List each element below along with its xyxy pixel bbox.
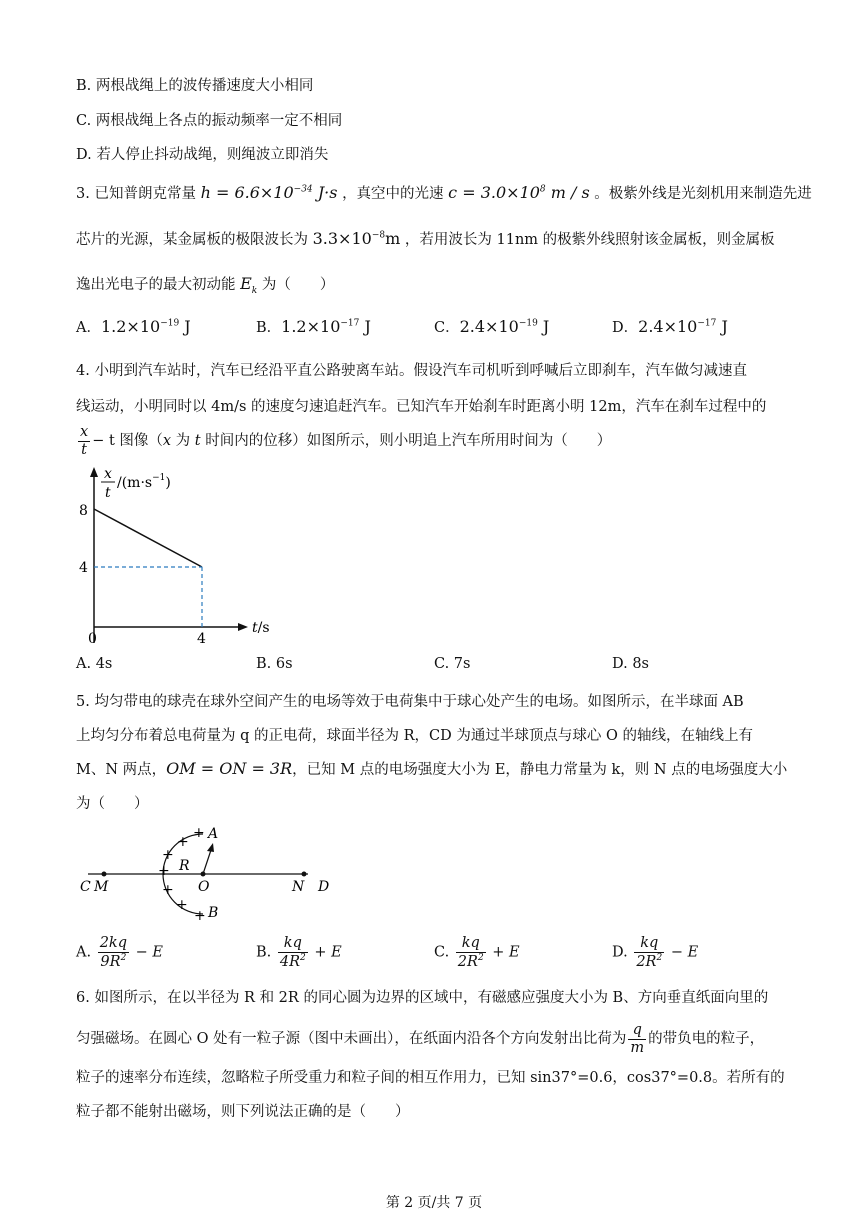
label-d: D — [318, 879, 330, 895]
q4-line-1: 4. 小明到汽车站时，汽车已经沿平直公路驶离车站。假设汽车司机听到呼喊后立即刹车，汽车做匀减速直 — [76, 363, 747, 379]
q5-option-d: D. $\frac{kq}{2R^2}$ − E — [612, 935, 699, 970]
kinetic-energy-symbol: $E_k$ — [240, 274, 258, 297]
plus-sign: + — [193, 825, 205, 841]
tick-x-4: 4 — [197, 631, 206, 647]
tick-y-8: 8 — [79, 503, 88, 519]
q5-line-1: 5. 均匀带电的球壳在球外空间产生的电场等效于电荷集中于球心处产生的电场。如图所示，在半球面 AB — [76, 694, 744, 710]
q5-line-4: 为（ ） — [76, 796, 149, 812]
q3-line-1: 3. 已知普朗克常量 $h = 6.6\times 10^{-34}$ J·s ，真空中的光速 $c = 3.0\times 10^8$ m / s 。极紫外线是光刻机用来制造先进 — [76, 183, 812, 202]
label-n: N — [292, 879, 305, 895]
y-label-unit: $/(m\cdot s^{-1})$ — [117, 473, 171, 491]
page-footer: 第 2 页/共 7 页 — [385, 1195, 483, 1211]
q2-option-b: B. 两根战绳上的波传播速度大小相同 — [76, 78, 314, 94]
x-axis-label: t/s — [252, 620, 270, 636]
point-n — [302, 872, 307, 877]
q3-option-b: B．$1.2\times 10^{-17}$ J — [256, 317, 371, 336]
q5-option-c: C. $\frac{kq}{2R^2}$ + E — [434, 935, 520, 970]
q3-line-3: 逸出光电子的最大初动能 $E_k$ 为（ ） — [76, 274, 335, 297]
q4-option-c: C. 7s — [434, 656, 471, 672]
q5-option-a: A. $\frac{2kq}{9R^2}$ − E — [76, 935, 163, 970]
q3-option-c: C．$2.4\times 10^{-19}$ J — [434, 317, 550, 336]
data-line — [94, 509, 202, 567]
q3-option-d: D．$2.4\times 10^{-17}$ J — [612, 317, 728, 336]
charge-mass-ratio: $\frac{q}{m}$ — [630, 1022, 645, 1056]
y-label-denominator: t — [105, 485, 111, 501]
x-over-t-fraction: $\frac{x}{t}$ — [80, 424, 89, 458]
q6-line-4: 粒子都不能射出磁场，则下列说法正确的是（ ） — [76, 1104, 410, 1120]
q2-option-c: C. 两根战绳上各点的振动频率一定不相同 — [76, 113, 343, 129]
q4-option-b: B. 6s — [256, 656, 293, 672]
y-label-numerator: x — [104, 466, 112, 482]
velocity-time-graph — [76, 465, 276, 650]
threshold-wavelength: $3.3\times 10^{-8}m$ — [312, 229, 401, 248]
plus-sign: + — [176, 897, 188, 913]
q2-option-d: D. 若人停止抖动战绳，则绳波立即消失 — [76, 147, 329, 163]
tick-y-4: 4 — [79, 560, 88, 576]
light-speed: $c = 3.0\times 10^8$ m / s — [448, 183, 590, 202]
q6-line-1: 6. 如图所示，在以半径为 R 和 2R 的同心圆为边界的区域中，有磁感应强度大小为 B、方向垂直纸面向里的 — [76, 990, 769, 1006]
q5-line-2: 上均匀分布着总电荷量为 q 的正电荷，球面半径为 R，CD 为通过半球顶点与球心 O 的轴线，在轴线上有 — [76, 728, 753, 744]
planck-constant: $h = 6.6\times 10^{-34}$ J·s — [200, 183, 338, 202]
q4-line-3: $\frac{x}{t}$ − t 图像（x 为 t 时间内的位移）如图所示，则小明追上汽车所用时间为（ ） — [80, 424, 612, 458]
q5-line-3: M、N 两点，OM = ON = 3R，已知 M 点的电场强度大小为 E，静电力常量为 k，则 N 点的电场强度大小 — [76, 759, 788, 778]
x-axis-arrow — [238, 623, 248, 631]
label-r: R — [179, 858, 190, 874]
q4-line-2: 线运动，小明同时以 4m/s 的速度匀速追赶汽车。已知汽车开始刹车时距离小明 12m，汽车在刹车过程中的 — [76, 399, 767, 415]
point-m — [102, 872, 107, 877]
q3-line-2: 芯片的光源，某金属板的极限波长为 $3.3\times 10^{-8}m$ ，若用波长为 11nm 的极紫外线照射该金属板，则金属板 — [76, 229, 775, 248]
y-axis-arrow — [90, 467, 98, 477]
q3-option-a: A．$1.2\times 10^{-19}$ J — [76, 317, 191, 336]
point-o — [201, 872, 206, 877]
q6-line-2: 匀强磁场。在圆心 O 处有一粒子源（图中未画出），在纸面内沿各个方向发射出比荷为 $\frac{q}{m}$ 的带负电的粒子， — [76, 1022, 765, 1056]
hemisphere-diagram — [76, 820, 346, 925]
plus-sign: + — [158, 863, 170, 879]
plus-sign: + — [162, 882, 174, 898]
q5-option-b: B. $\frac{kq}{4R^2}$ + E — [256, 935, 342, 970]
q4-option-a: A. 4s — [76, 656, 113, 672]
label-o: O — [198, 879, 210, 895]
q6-line-3: 粒子的速率分布连续，忽略粒子所受重力和粒子间的相互作用力，已知 sin37°=0.6，cos37°=0.8。若所有的 — [76, 1070, 785, 1086]
q4-option-d: D. 8s — [612, 656, 649, 672]
label-a: A — [208, 826, 219, 842]
plus-sign: + — [194, 908, 206, 924]
label-c: C — [80, 879, 91, 895]
plus-sign: + — [177, 834, 189, 850]
label-m: M — [94, 879, 109, 895]
tick-origin: 0 — [88, 631, 97, 647]
plus-sign: + — [162, 847, 174, 863]
label-b: B — [208, 905, 219, 921]
